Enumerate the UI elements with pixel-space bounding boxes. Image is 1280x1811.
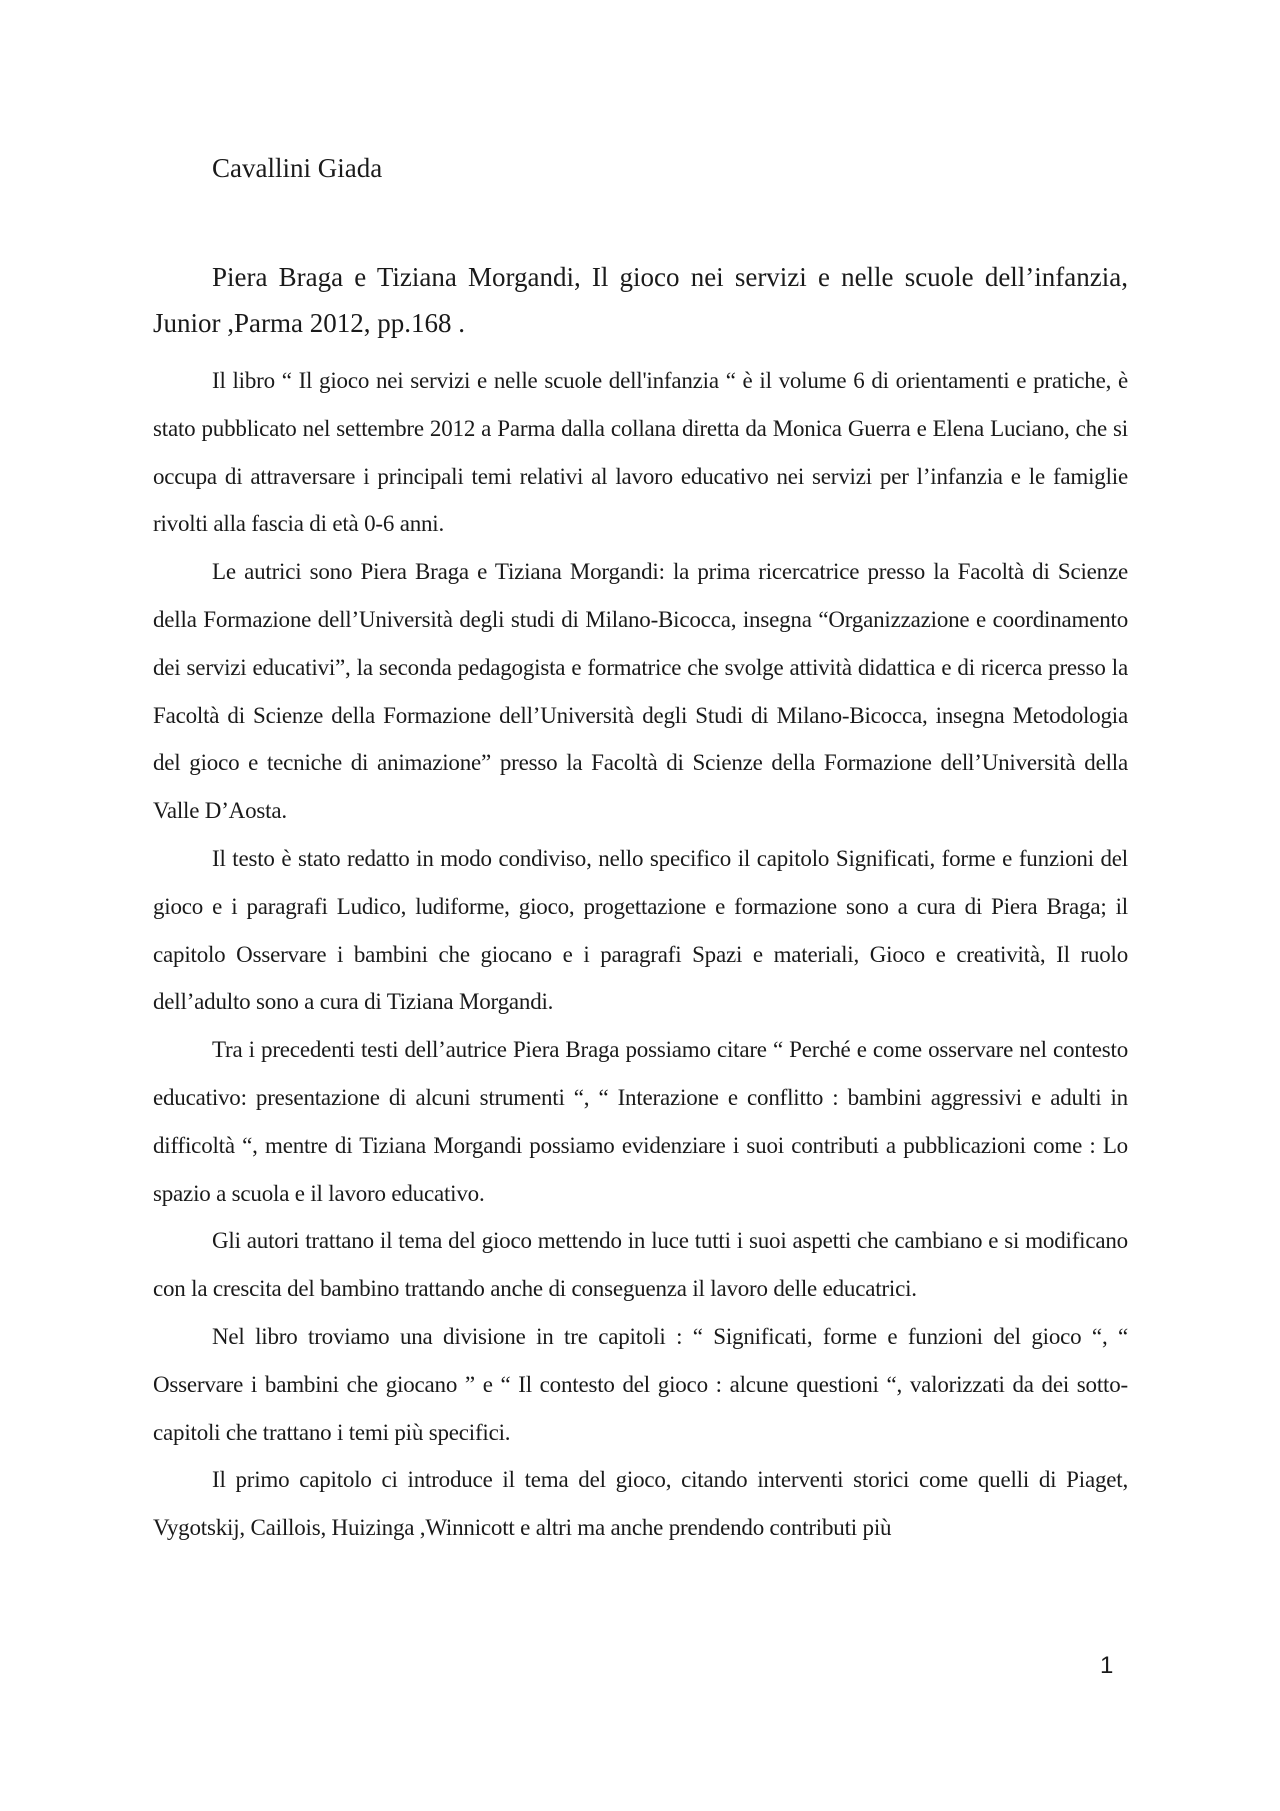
paragraph-authorship: Il testo è stato redatto in modo condiviso, nello specifico il capitolo Significati, forme e funzioni del gioco e i paragrafi Ludico, ludiforme, gioco, progettazione e formazione sono a cura di Piera Braga; il capitolo Osservare i bambini che giocano e i paragrafi Spazi e materiali, Gioco e creatività, Il ruolo dell’adulto sono a cura di Tiziana Morgandi. (153, 845, 1128, 1015)
page-number: 1 (1100, 1652, 1114, 1679)
book-citation: Piera Braga e Tiziana Morgandi, Il gioco nei servizi e nelle scuole dell’infanzia, Junior ,Parma 2012, pp.168 . (153, 262, 1128, 338)
body-text (153, 357, 1128, 1552)
paragraph-chapters: Nel libro troviamo una divisione in tre capitoli : “ Significati, forme e funzioni del gioco “, “ Osservare i bambini che giocano ” e “ Il contesto del gioco : alcune questioni “, valorizzati da dei sotto-capitoli che trattano i temi più specifici. (153, 1323, 1128, 1445)
paragraph-intro: Il libro “ Il gioco nei servizi e nelle scuole dell'infanzia “ è il volume 6 di orientamenti e pratiche, è stato pubblicato nel settembre 2012 a Parma dalla collana diretta da Monica Guerra e Elena Luciano, che si occupa di attraversare i principali temi relativi al lavoro educativo nei servizi per l’infanzia e le famiglie rivolti alla fascia di età 0-6 anni. (153, 368, 1128, 537)
paragraph-first-chapter: Il primo capitolo ci introduce il tema del gioco, citando interventi storici come quelli di Piaget, Vygotskij, Caillois, Huizinga ,Winnicott e altri ma anche prendendo contributi più (153, 1467, 1128, 1541)
paragraph-themes: Gli autori trattano il tema del gioco mettendo in luce tutti i suoi aspetti che cambiano e si modificano con la crescita del bambino trattando anche di conseguenza il lavoro delle educatrici. (153, 1228, 1128, 1302)
author-name: Cavallini Giada (212, 153, 383, 183)
paragraph-previous-works: Tra i precedenti testi dell’autrice Piera Braga possiamo citare “ Perché e come osservare nel contesto educativo: presentazione di alcuni strumenti “, “ Interazione e conflitto : bambini aggressivi e adulti in difficoltà “, mentre di Tiziana Morgandi possiamo evidenziare i suoi contributi a pubblicazioni come : Lo spazio a scuola e il lavoro educativo. (153, 1037, 1128, 1206)
paragraph-authors: Le autrici sono Piera Braga e Tiziana Morgandi: la prima ricercatrice presso la Facoltà di Scienze della Formazione dell’Università degli studi di Milano-Bicocca, insegna “Organizzazione e coordinamento dei servizi educativi”, la seconda pedagogista e formatrice che svolge attività didattica e di ricerca presso la Facoltà di Scienze della Formazione dell’Università degli Studi di Milano-Bicocca, insegna Metodologia del gioco e tecniche di animazione” presso la Facoltà di Scienze della Formazione dell’Università della Valle D’Aosta. (153, 559, 1128, 824)
